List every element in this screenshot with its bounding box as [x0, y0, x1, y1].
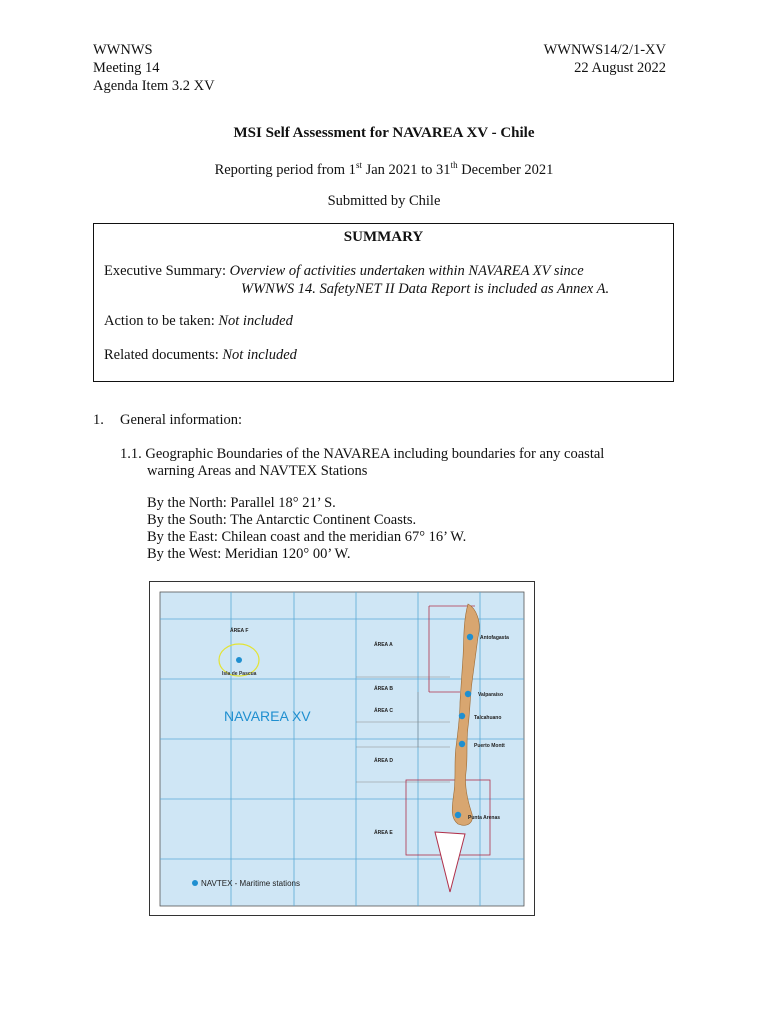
- agenda-item-label: Agenda Item 3.2 XV: [93, 78, 215, 94]
- bound-south: By the South: The Antarctic Continent Coasts.: [147, 512, 417, 528]
- section-1-1-line1: 1.1. Geographic Boundaries of the NAVAREA including boundaries for any coastal: [120, 446, 605, 462]
- summary-box: [93, 223, 674, 382]
- area-label-c: ÁREA C: [374, 708, 393, 714]
- legend-station-icon: [192, 880, 198, 886]
- reporting-period: [0, 160, 768, 179]
- area-label-b: ÁREA B: [374, 686, 393, 692]
- document-title: MSI Self Assessment for NAVAREA XV - Chile: [233, 125, 535, 141]
- area-label-d: ÁREA D: [374, 758, 393, 764]
- station-label-punta-arenas: Punta Arenas: [468, 815, 501, 821]
- related-value: Not included: [222, 347, 297, 363]
- related-documents: [104, 347, 297, 364]
- executive-summary: [104, 262, 609, 298]
- station-label-valparaiso: Valparaíso: [478, 692, 504, 698]
- period-middle: Jan 2021 to 31: [361, 161, 451, 178]
- document-date: 22 August 2022: [574, 60, 666, 76]
- period-sup-1: st: [355, 160, 362, 170]
- navarea-map: [149, 581, 535, 916]
- committee-label: WWNWS: [93, 42, 153, 58]
- header-right: [544, 41, 666, 77]
- action-label: Action to be taken:: [104, 313, 219, 329]
- exec-text-line1: Overview of activities undertaken within NAVAREA XV since: [229, 263, 584, 279]
- bound-east: By the East: Chilean coast and the meridian 67° 16’ W.: [147, 529, 467, 545]
- action-to-be-taken: [104, 313, 293, 330]
- station-label-puerto-montt: Puerto Montt: [474, 743, 505, 749]
- section-1-1-line2: warning Areas and NAVTEX Stations: [147, 463, 368, 479]
- header-left: [93, 41, 215, 95]
- summary-heading: SUMMARY: [343, 229, 424, 245]
- period-sup-2: th: [450, 160, 458, 170]
- station-label-antofagasta: Antofagasta: [480, 635, 509, 641]
- easter-island-station: [236, 657, 242, 663]
- section-1-1: [120, 446, 604, 480]
- map-title: NAVAREA XV: [224, 708, 311, 724]
- boundaries-list: [147, 495, 466, 563]
- bound-west: By the West: Meridian 120° 00’ W.: [147, 546, 351, 562]
- island-label: Isla de Pascua: [222, 671, 257, 677]
- related-label: Related documents:: [104, 347, 223, 363]
- area-label-e: ÁREA E: [374, 830, 393, 836]
- station-label-talcahuano: Talcahuano: [474, 715, 502, 721]
- exec-label: Executive Summary:: [104, 263, 230, 279]
- submitted-by: Submitted by Chile: [327, 193, 441, 209]
- bound-north: By the North: Parallel 18° 21’ S.: [147, 495, 336, 511]
- period-suffix: December 2021: [457, 161, 554, 178]
- document-number: WWNWS14/2/1-XV: [543, 42, 666, 58]
- meeting-label: Meeting 14: [93, 60, 160, 76]
- map-legend: NAVTEX - Maritime stations: [201, 879, 300, 888]
- area-label-f: ÁREA F: [230, 628, 249, 634]
- area-label-a: ÁREA A: [374, 642, 393, 648]
- section-1-number: 1.: [93, 412, 104, 428]
- exec-text-line2: WWNWS 14. SafetyNET II Data Report is included as Annex A.: [241, 281, 610, 297]
- action-value: Not included: [218, 313, 293, 329]
- section-1-heading: [93, 412, 242, 429]
- section-1-title: General information:: [120, 412, 242, 428]
- period-prefix: Reporting period from 1: [214, 161, 356, 178]
